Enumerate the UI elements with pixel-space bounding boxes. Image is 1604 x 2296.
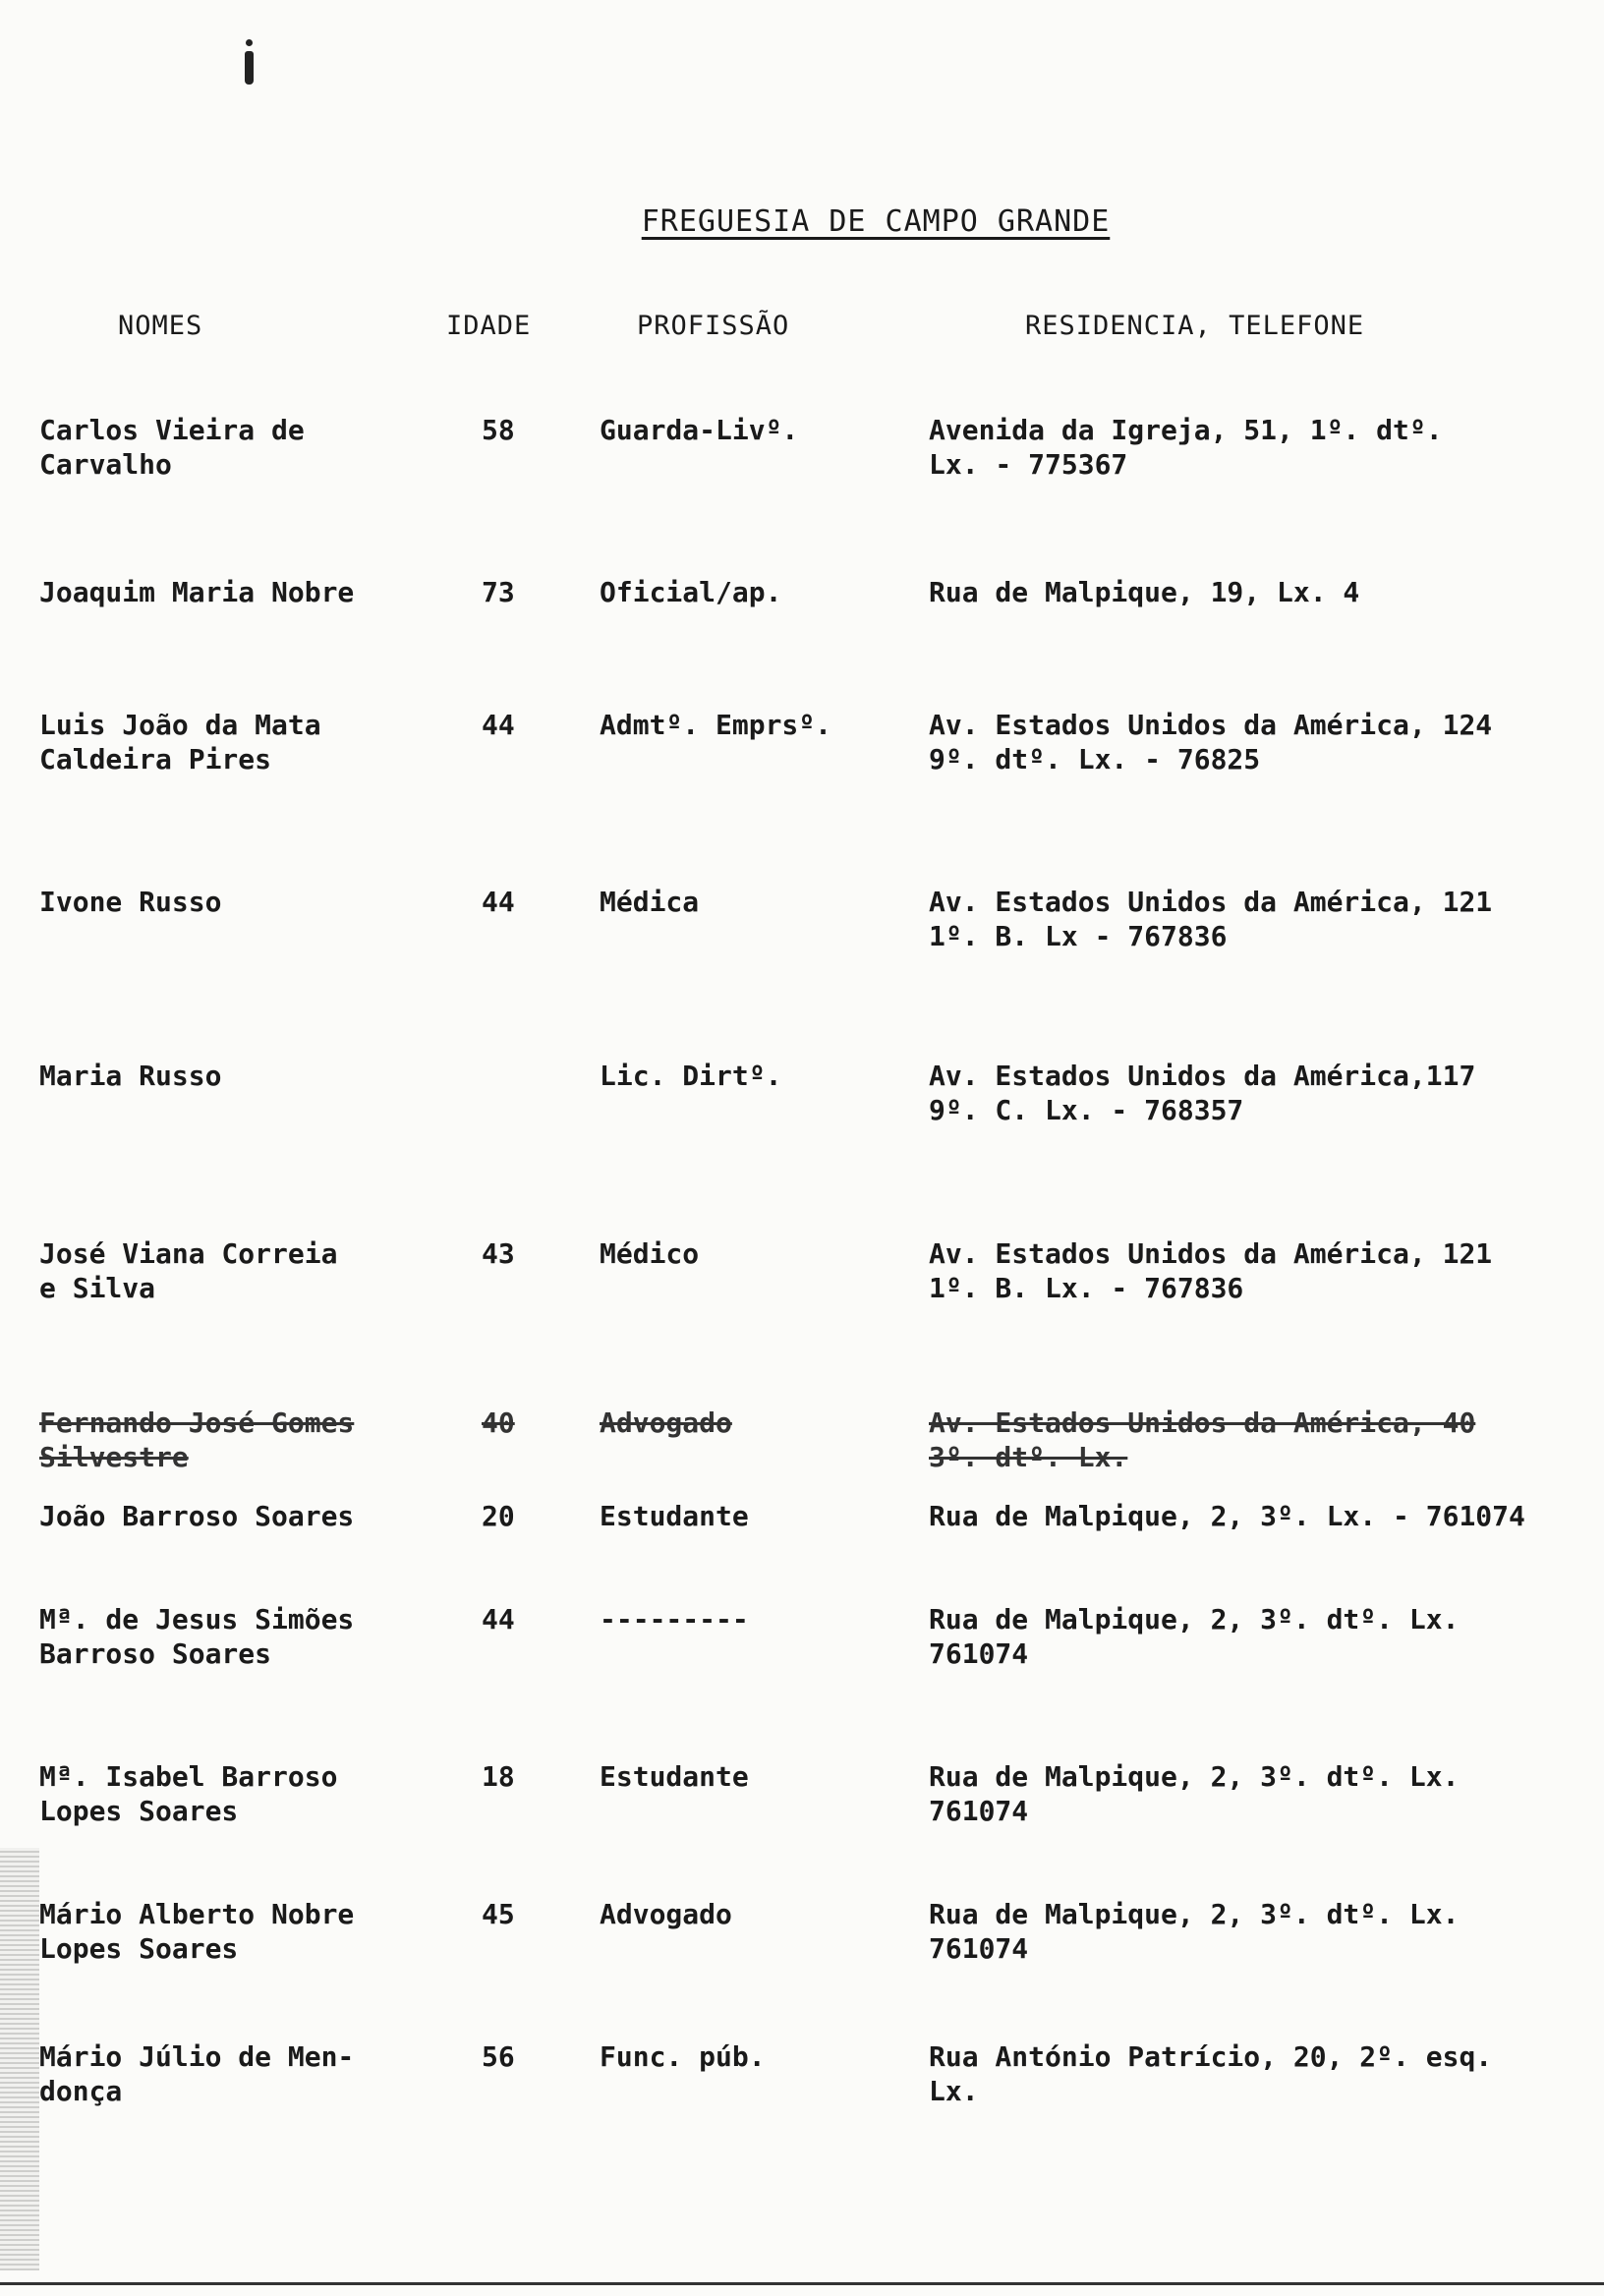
record-age: 58 bbox=[482, 414, 515, 446]
record-residence: Av. Estados Unidos da América, 124 9º. dtº. Lx. - 76825 bbox=[929, 709, 1493, 775]
record-residence: Av. Estados Unidos da América, 121 1º. B. Lx. - 767836 bbox=[929, 1237, 1493, 1304]
record-profession: --------- bbox=[600, 1603, 749, 1636]
record-residence: Rua António Patrício, 20, 2º. esq. Lx. bbox=[929, 2040, 1493, 2107]
record-name: Ivone Russo bbox=[39, 886, 222, 918]
record-residence: Rua de Malpique, 19, Lx. 4 bbox=[929, 576, 1360, 608]
record-name: Mário Alberto Nobre Lopes Soares bbox=[39, 1898, 355, 1965]
record-residence: Avenida da Igreja, 51, 1º. dtº. Lx. - 775367 bbox=[929, 414, 1443, 481]
record-name: Carlos Vieira de Carvalho bbox=[39, 414, 305, 481]
record-name: José Viana Correia e Silva bbox=[39, 1237, 338, 1304]
record-age: 44 bbox=[482, 709, 515, 741]
record-age: 18 bbox=[482, 1760, 515, 1793]
ink-mark bbox=[244, 39, 254, 86]
record-name: Mário Júlio de Men- donça bbox=[39, 2040, 355, 2107]
ink-dot bbox=[246, 39, 253, 46]
record-profession: Admtº. Emprsº. bbox=[600, 709, 832, 741]
record-age: 44 bbox=[482, 1603, 515, 1636]
record-name: João Barroso Soares bbox=[39, 1500, 355, 1532]
record-name: Luis João da Mata Caldeira Pires bbox=[39, 709, 321, 775]
record-name: Fernando José Gomes Silvestre bbox=[39, 1406, 355, 1473]
record-profession: Advogado bbox=[600, 1898, 732, 1930]
record-age: 56 bbox=[482, 2040, 515, 2073]
record-residence: Av. Estados Unidos da América,117 9º. C. Lx. - 768357 bbox=[929, 1060, 1476, 1126]
record-residence: Rua de Malpique, 2, 3º. Lx. - 761074 bbox=[929, 1500, 1525, 1532]
document-title: FREGUESIA DE CAMPO GRANDE bbox=[641, 204, 1111, 239]
record-age: 44 bbox=[482, 886, 515, 918]
record-profession: Médico bbox=[600, 1237, 700, 1270]
record-residence: Av. Estados Unidos da América, 40 3º. dtº. Lx. bbox=[929, 1406, 1476, 1473]
record-name: Joaquim Maria Nobre bbox=[39, 576, 355, 608]
header-idade: IDADE bbox=[446, 311, 532, 341]
record-age: 73 bbox=[482, 576, 515, 608]
record-age: 45 bbox=[482, 1898, 515, 1930]
record-profession: Guarda-Livº. bbox=[600, 414, 799, 446]
record-profession: Estudante bbox=[600, 1760, 749, 1793]
record-profession: Func. púb. bbox=[600, 2040, 766, 2073]
record-profession: Lic. Dirtº. bbox=[600, 1060, 782, 1092]
record-residence: Av. Estados Unidos da América, 121 1º. B. Lx - 767836 bbox=[929, 886, 1493, 952]
ink-stem bbox=[245, 51, 254, 85]
record-name: Mª. de Jesus Simões Barroso Soares bbox=[39, 1603, 355, 1670]
record-profession: Advogado bbox=[600, 1406, 732, 1439]
header-nomes: NOMES bbox=[118, 311, 203, 341]
bottom-rule bbox=[0, 2282, 1604, 2285]
record-profession: Oficial/ap. bbox=[600, 576, 782, 608]
record-age: 40 bbox=[482, 1406, 515, 1439]
header-residencia: RESIDENCIA, TELEFONE bbox=[1025, 311, 1365, 341]
record-profession: Médica bbox=[600, 886, 700, 918]
record-age: 20 bbox=[482, 1500, 515, 1532]
header-profissao: PROFISSÃO bbox=[637, 311, 790, 341]
record-residence: Rua de Malpique, 2, 3º. dtº. Lx. 761074 bbox=[929, 1760, 1460, 1827]
record-profession: Estudante bbox=[600, 1500, 749, 1532]
record-residence: Rua de Malpique, 2, 3º. dtº. Lx. 761074 bbox=[929, 1603, 1460, 1670]
record-name: Maria Russo bbox=[39, 1060, 222, 1092]
scan-edge-noise bbox=[0, 1848, 39, 2270]
record-residence: Rua de Malpique, 2, 3º. dtº. Lx. 761074 bbox=[929, 1898, 1460, 1965]
record-name: Mª. Isabel Barroso Lopes Soares bbox=[39, 1760, 338, 1827]
record-age: 43 bbox=[482, 1237, 515, 1270]
